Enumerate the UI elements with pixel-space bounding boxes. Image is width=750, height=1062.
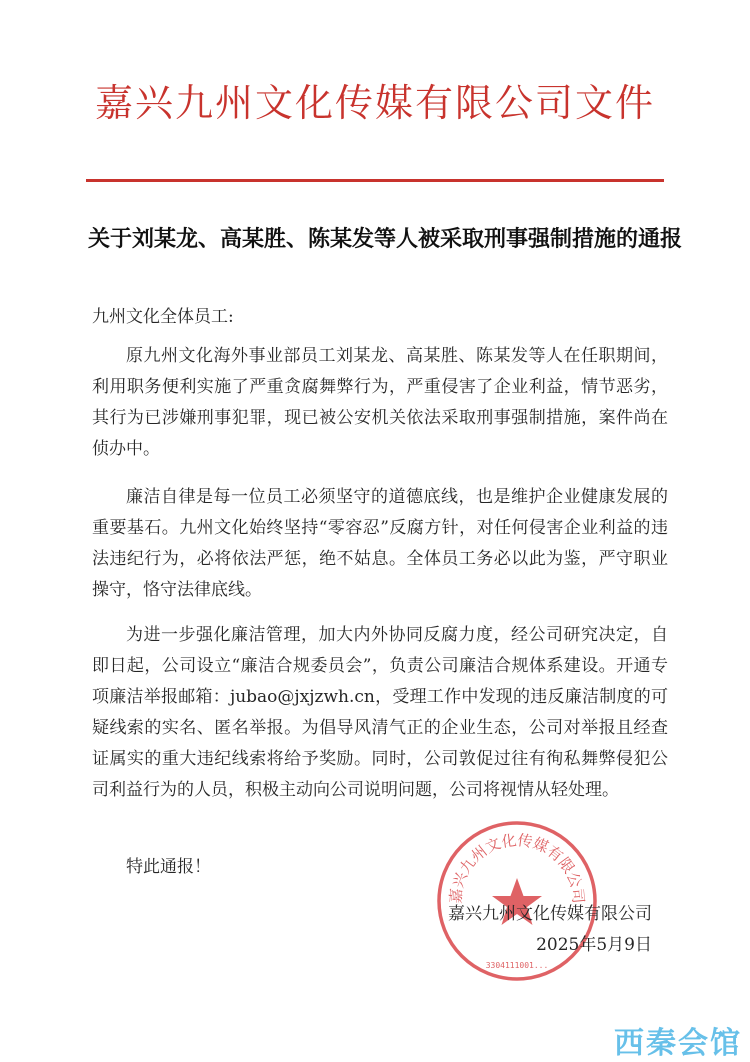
seal-code: 3304111001... bbox=[485, 961, 549, 970]
paragraph-1: 原九州文化海外事业部员工刘某龙、高某胜、陈某发等人在任职期间，利用职务便利实施了严重贪腐舞弊行为，严重侵害了企业利益，情节恶劣，其行为已涉嫌刑事犯罪，现已被公安机关依法采取刑事强制措施，案件尚在侦办中。 bbox=[92, 346, 668, 459]
notice-title: 关于刘某龙、高某胜、陈某发等人被采取刑事强制措施的通报 bbox=[87, 226, 682, 252]
seal-text: 嘉兴九州文化传媒有限公司 bbox=[446, 831, 588, 905]
company-file-title: 嘉兴九州文化传媒有限公司文件 bbox=[94, 81, 655, 125]
signer-company: 嘉兴九州文化传媒有限公司 bbox=[448, 904, 652, 924]
paragraph-3: 为进一步强化廉洁管理，加大内外协同反腐力度，经公司研究决定，自即日起，公司设立“廉洁合规委员会”，负责公司廉洁合规体系建设。开通专项廉洁举报邮箱：jubao@jxjzwh.cn，受理工作中发现的违反廉洁制度的可疑线索的实名、匿名举报。为倡导风清气正的企业生态，公司对举报且经查证属实的重大违纪线索将给予奖励。同时，公司敦促过往有徇私舞弊侵犯公司利益行为的人员，积极主动向公司说明问题，公司将视情从轻处理。 bbox=[92, 625, 668, 800]
closing-remark: 特此通报！ bbox=[126, 857, 211, 877]
watermark-logo: 西秦会馆 bbox=[614, 1026, 742, 1061]
paragraph-2: 廉洁自律是每一位员工必须坚守的道德底线，也是维护企业健康发展的重要基石。九州文化始终坚持“零容忍”反腐方针，对任何侵害企业利益的违法违纪行为，必将依法严惩，绝不姑息。全体员工务必以此为鉴，严守职业操守，恪守法律底线。 bbox=[92, 487, 668, 600]
red-divider-line bbox=[86, 179, 664, 182]
salutation: 九州文化全体员工: bbox=[92, 307, 234, 327]
issue-date: 2025年5月9日 bbox=[536, 935, 652, 955]
